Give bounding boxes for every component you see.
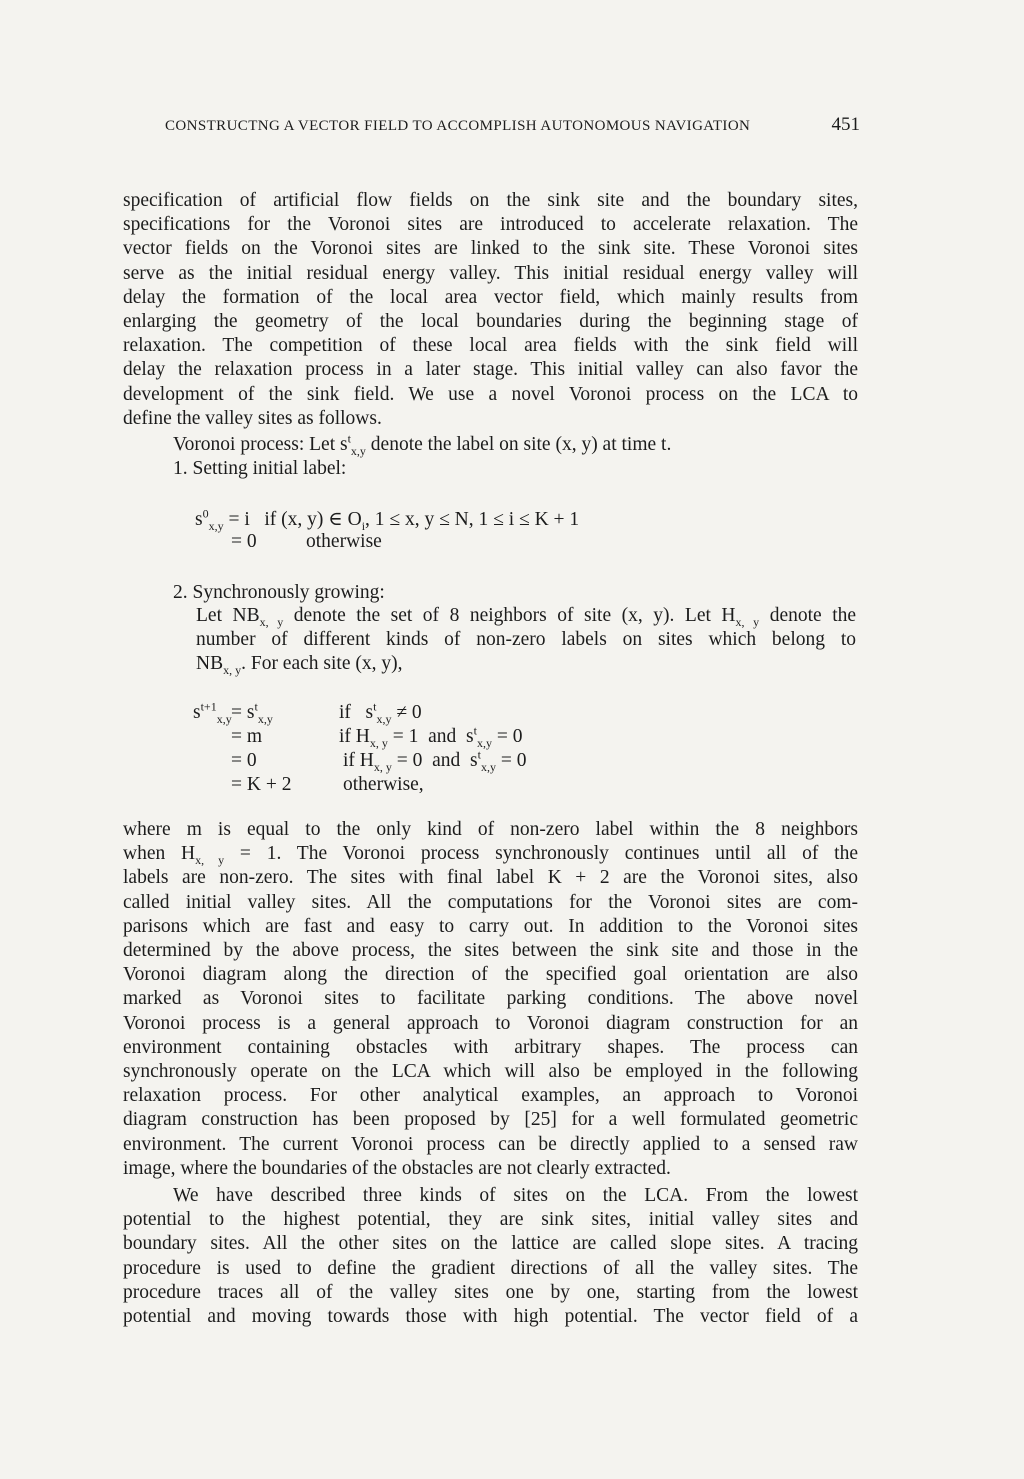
- text-line: determined by the above process, the sites between the sink site and those in the: [123, 940, 858, 962]
- eq2-row2: [193, 723, 523, 750]
- sub: x,y: [476, 735, 492, 750]
- eq-row2-val: = 0: [231, 531, 257, 552]
- step-2-heading: 2. Synchronously growing:: [173, 582, 385, 603]
- sup: t+1: [200, 699, 217, 714]
- eq2-r4-val: = K + 2: [231, 774, 292, 795]
- eq2-row3: [193, 747, 527, 774]
- sup-t: t: [347, 431, 351, 446]
- eq2-lhs: $s^{t+1}_{x,y}$: [193, 699, 232, 726]
- frag: = 0 and s: [391, 750, 478, 771]
- eq2-r2-val: = m: [231, 726, 263, 747]
- text-line: relaxation. The competition of these local area fields with the sink field will: [123, 335, 858, 357]
- step-2-body: [196, 604, 856, 677]
- text-line: potential and moving towards those with high potential. The vector field of a: [123, 1306, 858, 1328]
- frag: = 0: [491, 726, 523, 747]
- text-line: parisons which are fast and easy to carry out. In addition to the Voronoi sites: [123, 915, 858, 937]
- text-line: We have described three kinds of sites on the LCA. From the lowest: [173, 1185, 858, 1206]
- frag: = 1. The Voronoi process synchronously continues until all of the: [224, 843, 858, 865]
- text-line: procedure traces all of the valley sites one by one, starting from the lowest: [123, 1281, 858, 1303]
- text-line: called initial valley sites. All the computations for the Voronoi sites are com-: [123, 891, 858, 913]
- text-line: marked as Voronoi sites to facilitate parking conditions. The above novel: [123, 988, 858, 1010]
- text-line: enlarging the geometry of the local boundaries during the beginning stage of: [123, 311, 858, 333]
- frag: if H: [339, 726, 370, 747]
- sup: t: [254, 699, 258, 714]
- sup: t: [473, 723, 477, 738]
- text-line: relaxation process. For other analytical examples, an approach to Voronoi: [123, 1085, 858, 1107]
- eq2-r1-cond: [339, 699, 422, 726]
- frag: when H: [123, 843, 196, 865]
- sup: t: [373, 699, 377, 714]
- sub: x, y: [195, 853, 225, 868]
- eq-row1: = i if (x, y) ∈ O: [228, 509, 362, 530]
- eq-row1-sub: i: [361, 518, 366, 533]
- sub: x,y: [257, 711, 273, 726]
- sub: x,y: [216, 711, 232, 726]
- eq2-r4-cond: otherwise,: [343, 774, 424, 795]
- eq-sup: 0: [202, 506, 209, 521]
- eq2-r3-val: = 0: [231, 750, 257, 771]
- text-line: specification of artificial flow fields on the sink site and the boundary sites,: [123, 190, 858, 211]
- frag: if s: [339, 702, 374, 723]
- eq-lhs: s: [195, 509, 203, 530]
- text-line: labels are non-zero. The sites with final label K + 2 are the Voronoi sites, also: [123, 867, 858, 889]
- sub: x,y: [376, 711, 392, 726]
- sup: t: [477, 747, 481, 762]
- frag: . For each site (x, y),: [241, 653, 403, 675]
- text-line: specifications for the Voronoi sites are introduced to accelerate relaxation. The: [123, 214, 858, 236]
- sub: x, y: [259, 614, 284, 629]
- frag: Let NB: [196, 605, 260, 626]
- text-line: development of the sink field. We use a novel Voronoi process on the LCA to: [123, 383, 858, 405]
- frag: = 1 and s: [387, 726, 474, 747]
- frag: denote the set of 8 neighbors of site (x, y). Let H: [283, 605, 736, 626]
- frag: ≠ 0: [391, 702, 422, 723]
- eq-row1-rest: , 1 ≤ x, y ≤ N, 1 ≤ i ≤ K + 1: [365, 509, 580, 530]
- text-line: serve as the initial residual energy valley. This initial residual energy valley will: [123, 262, 858, 284]
- sub-xy: x,y: [350, 443, 366, 458]
- voronoi-suffix: denote the label on site (x, y) at time t.: [365, 434, 672, 455]
- text-line: potential to the highest potential, they are sink sites, initial valley sites and: [123, 1209, 858, 1231]
- text-line: delay the formation of the local area vector field, which mainly results from: [123, 286, 858, 308]
- text-line: environment. The current Voronoi process can be directly applied to a sensed raw: [123, 1133, 858, 1155]
- frag: if H: [343, 750, 374, 771]
- sub: x, y: [369, 735, 388, 750]
- paragraph-1: [123, 189, 858, 431]
- text-line: boundary sites. All the other sites on the lattice are called slope sites. A tracing: [123, 1233, 858, 1255]
- equation-initial-label: [195, 507, 579, 531]
- text-line: [196, 604, 856, 628]
- eq-row2-cond: otherwise: [306, 531, 382, 552]
- text-line: vector fields on the Voronoi sites are linked to the sink site. These Voronoi sites: [123, 238, 858, 260]
- voronoi-prefix: Voronoi process: Let s: [173, 434, 348, 455]
- sub: x, y: [735, 614, 760, 629]
- text-line: Voronoi process is a general approach to Voronoi diagram construction for an: [123, 1012, 858, 1034]
- eq2-row1: [193, 699, 422, 726]
- frag: NB: [196, 653, 224, 675]
- sub: x,y: [480, 759, 496, 774]
- frag: denote the: [759, 605, 857, 626]
- text-line: number of different kinds of non-zero labels on sites which belong to: [196, 629, 856, 651]
- equation-growth-rule: [193, 699, 527, 798]
- eq2-r1-val: [231, 699, 273, 726]
- text-line: environment containing obstacles with arbitrary shapes. The process can: [123, 1036, 858, 1058]
- frag: = 0: [495, 750, 527, 771]
- text-line: [123, 842, 858, 866]
- text-line: Voronoi diagram along the direction of the specified goal orientation are also: [123, 964, 858, 986]
- eq2-r3-cond: [343, 747, 527, 774]
- page-number: 451: [831, 114, 860, 135]
- frag: = s: [231, 702, 255, 723]
- text-line: synchronously operate on the LCA which will also be employed in the following: [123, 1061, 858, 1083]
- voronoi-process-definition: [173, 431, 672, 458]
- running-header: [165, 114, 860, 135]
- sub: x, y: [223, 663, 242, 678]
- text-line: where m is equal to the only kind of non-zero label within the 8 neighbors: [123, 819, 858, 840]
- running-header-title: CONSTRUCTNG A VECTOR FIELD TO ACCOMPLISH AUTONOMOUS NAVIGATION: [165, 118, 751, 134]
- text-line: diagram construction has been proposed by [25] for a well formulated geometric: [123, 1109, 858, 1131]
- text-line: define the valley sites as follows.: [123, 407, 382, 429]
- text-line: image, where the boundaries of the obstacles are not clearly extracted.: [123, 1157, 671, 1179]
- text-line: delay the relaxation process in a later stage. This initial valley can also favor the: [123, 359, 858, 381]
- paragraph-3: [123, 1184, 858, 1329]
- eq2-r2-cond: [339, 723, 523, 750]
- paragraph-2: [123, 818, 858, 1181]
- text-line: procedure is used to define the gradient directions of all the valley sites. The: [123, 1257, 858, 1279]
- step-1-heading: 1. Setting initial label:: [173, 458, 347, 479]
- sub: x, y: [373, 759, 392, 774]
- eq2-row4: [193, 774, 424, 798]
- equation-initial-label-row2: [231, 531, 382, 553]
- eq-sub: x,y: [208, 518, 224, 533]
- text-line: [196, 652, 856, 676]
